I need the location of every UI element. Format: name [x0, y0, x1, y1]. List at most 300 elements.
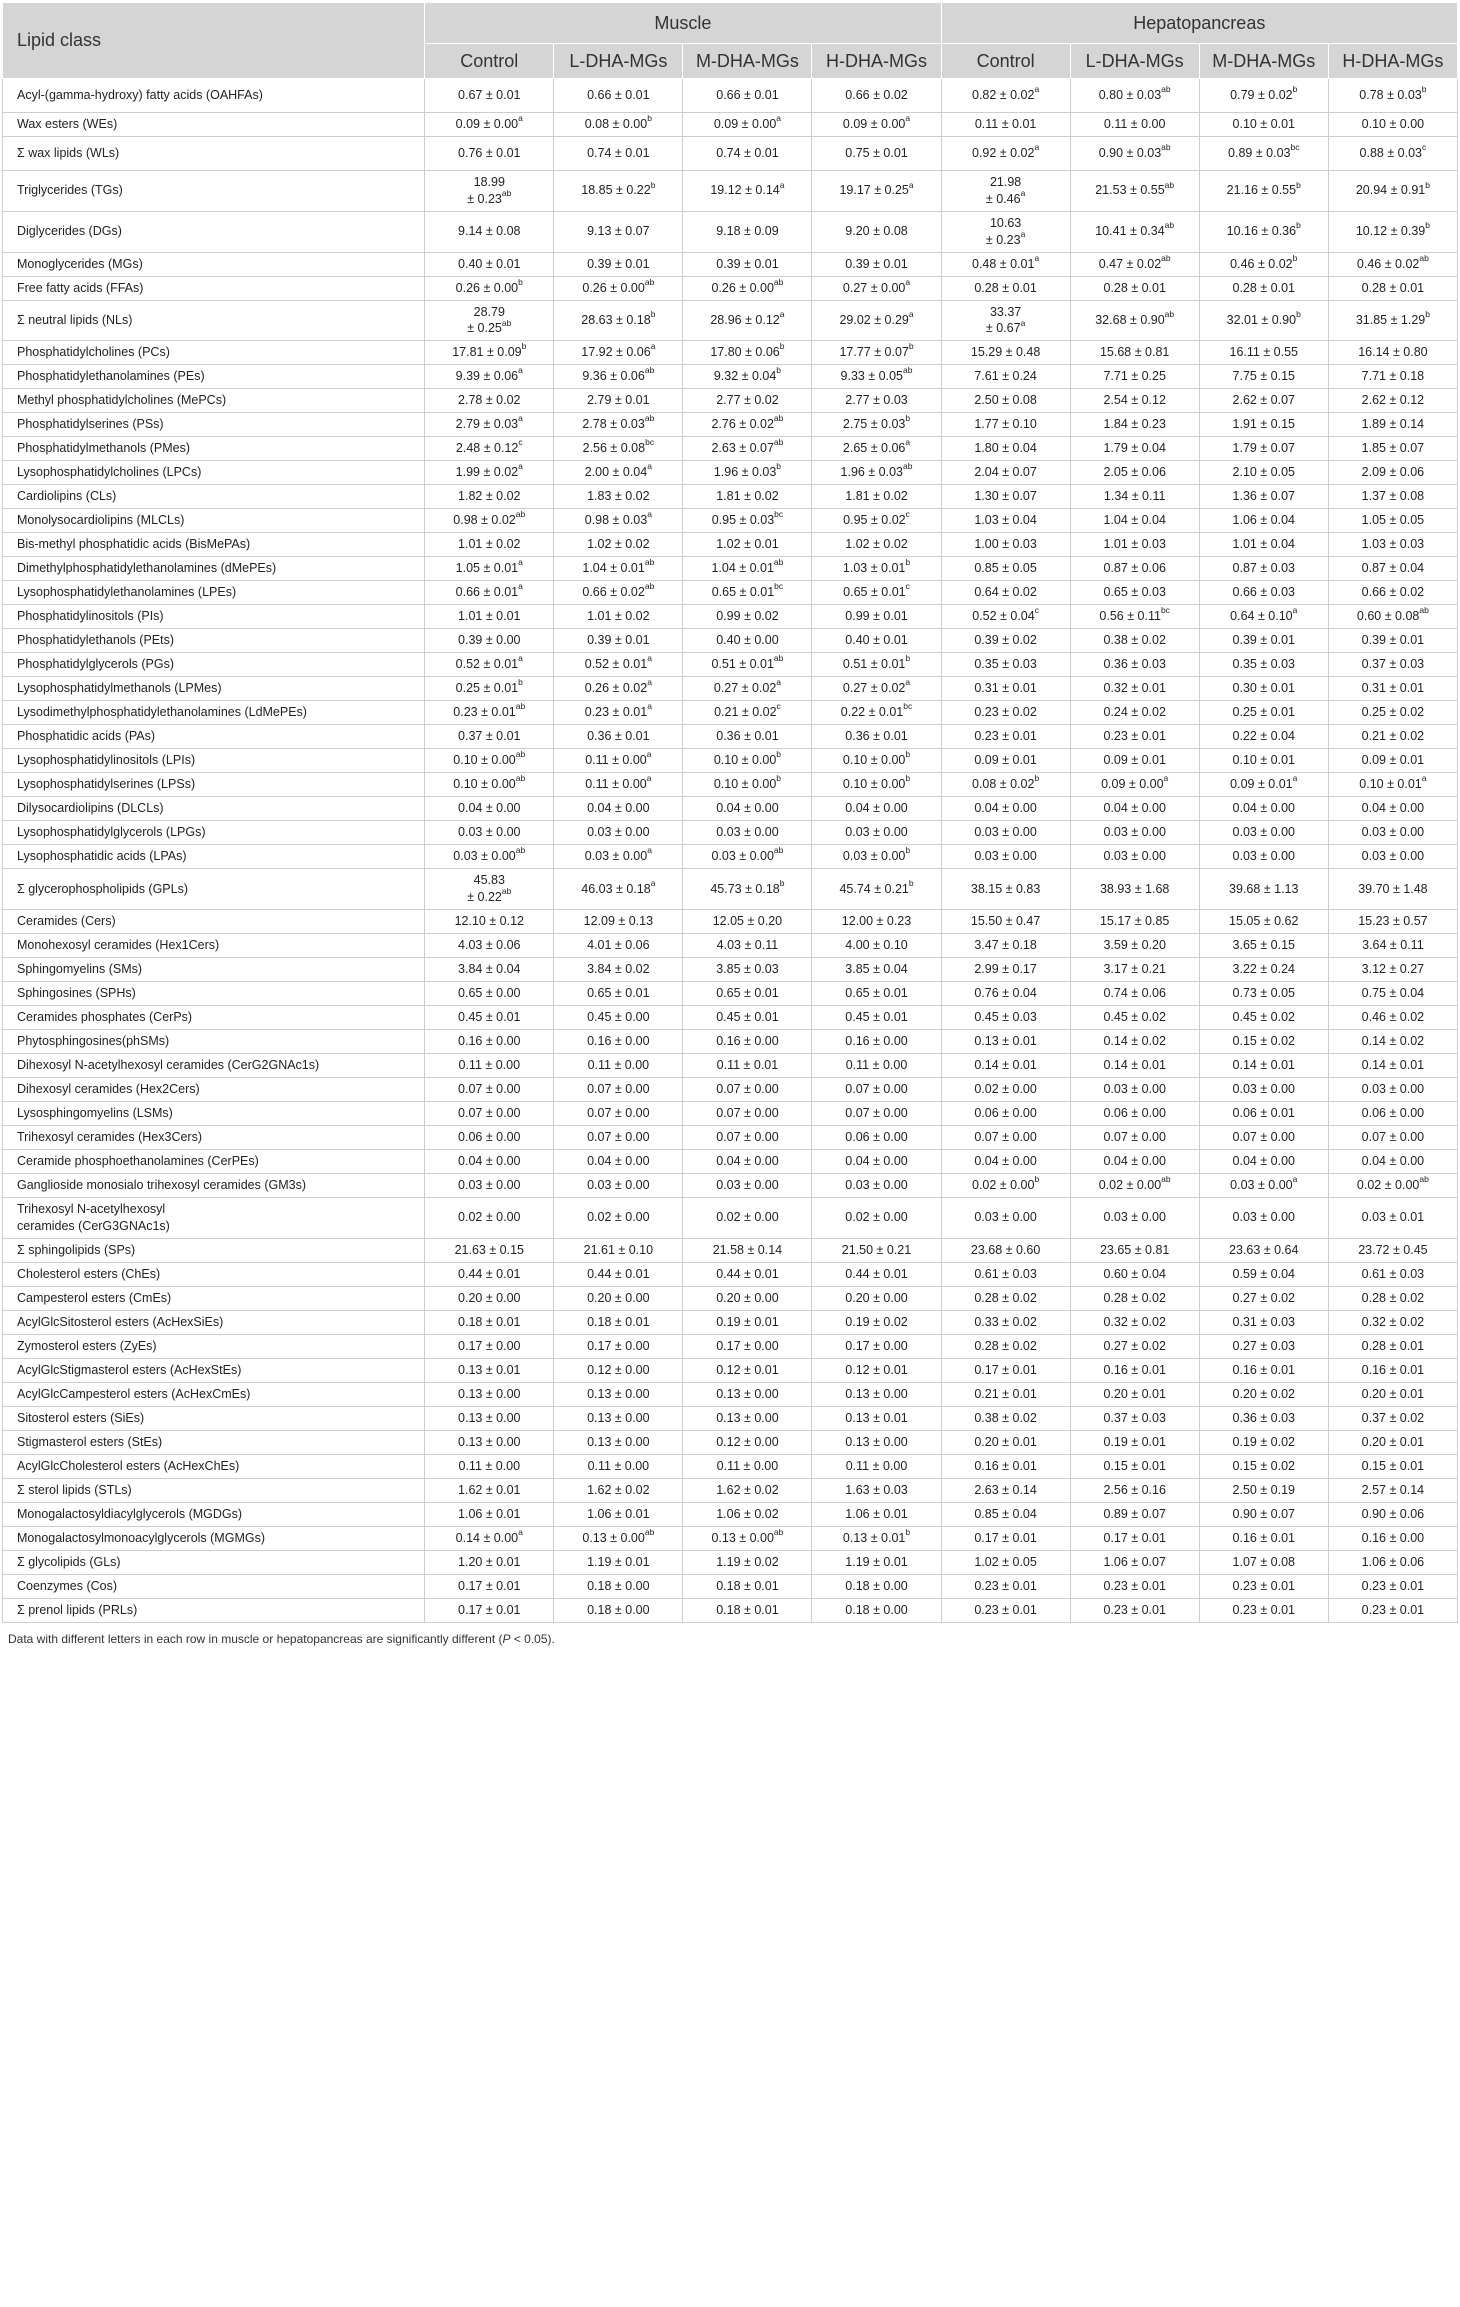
value-cell	[425, 797, 554, 821]
value-cell	[683, 1310, 812, 1334]
value-cell	[425, 137, 554, 171]
table-row	[3, 1574, 1458, 1598]
row-label-text: Ganglioside monosialo trihexosyl ceramides (GM3s)	[17, 1178, 307, 1193]
table-row	[3, 300, 1458, 341]
footnote	[2, 1623, 1458, 1646]
value-cell	[1328, 1174, 1457, 1198]
value-cell	[683, 982, 812, 1006]
value-text: 0.46 ± 0.02	[1361, 1010, 1425, 1025]
value-cell	[425, 341, 554, 365]
value-cell	[941, 509, 1070, 533]
value-cell	[683, 581, 812, 605]
value-text: 0.78 ± 0.03	[1359, 88, 1422, 103]
value-text: 0.11 ± 0.00	[716, 1458, 779, 1473]
value-cell	[1070, 1430, 1199, 1454]
value-cell	[1070, 1078, 1199, 1102]
value-cell	[941, 461, 1070, 485]
value-text: 1.04 ± 0.01	[711, 561, 774, 576]
value-cell	[812, 701, 941, 725]
value-cell	[425, 485, 554, 509]
value-text: 0.09 ± 0.01	[1361, 753, 1425, 768]
value-text: 0.13 ± 0.00	[587, 1410, 650, 1425]
value-cell	[812, 211, 941, 252]
value-text: 0.25 ± 0.01	[1232, 705, 1295, 720]
value-cell	[683, 605, 812, 629]
value-text: 19.17 ± 0.25	[839, 183, 909, 198]
value-text: 0.76 ± 0.01	[458, 146, 521, 161]
value-text: 0.27 ± 0.02	[842, 681, 906, 696]
value-cell	[812, 677, 941, 701]
value-text: 2.56 ± 0.16	[1103, 1482, 1166, 1497]
value-cell	[1070, 113, 1199, 137]
value-text: 0.07 ± 0.00	[587, 1130, 650, 1145]
value-cell	[1199, 581, 1328, 605]
value-text: 1.91 ± 0.15	[1232, 417, 1295, 432]
table-row	[3, 1126, 1458, 1150]
value-cell	[554, 341, 683, 365]
significance-letter: c	[1422, 142, 1427, 153]
value-text: 0.39 ± 0.01	[587, 633, 650, 648]
value-text: 0.10 ± 0.01	[1359, 777, 1422, 792]
value-text: 0.23 ± 0.01	[1361, 1578, 1425, 1593]
value-cell	[425, 461, 554, 485]
value-text: 0.46 ± 0.02	[1356, 256, 1420, 271]
row-label	[3, 1598, 425, 1622]
significance-letter: a	[650, 341, 656, 352]
value-text: 0.11 ± 0.01	[974, 117, 1037, 132]
significance-letter: a	[905, 437, 911, 448]
value-cell	[941, 437, 1070, 461]
value-cell	[425, 1430, 554, 1454]
value-cell	[941, 1102, 1070, 1126]
value-text: 0.02 ± 0.00	[458, 1210, 521, 1225]
value-cell	[1070, 341, 1199, 365]
row-label-text: Σ wax lipids (WLs)	[17, 146, 120, 161]
value-cell	[425, 1406, 554, 1430]
value-text: 0.28 ± 0.02	[974, 1338, 1037, 1353]
value-text: 0.03 ± 0.00	[453, 849, 516, 864]
value-cell	[554, 1310, 683, 1334]
value-cell	[1199, 982, 1328, 1006]
value-cell	[1328, 605, 1457, 629]
significance-letter: b	[1425, 220, 1430, 231]
row-label-text: Stigmasterol esters (StEs)	[17, 1434, 163, 1449]
row-label	[3, 1006, 425, 1030]
row-label	[3, 557, 425, 581]
value-text: 0.18 ± 0.01	[716, 1578, 779, 1593]
value-cell	[941, 1358, 1070, 1382]
value-text: 1.04 ± 0.04	[1103, 513, 1166, 528]
value-text: 10.16 ± 0.36	[1226, 224, 1297, 239]
value-text: 15.68 ± 0.81	[1099, 345, 1170, 360]
value-text: 1.77 ± 0.10	[974, 417, 1037, 432]
value-cell	[1199, 934, 1328, 958]
row-label	[3, 1262, 425, 1286]
value-text: 0.20 ± 0.01	[1361, 1386, 1425, 1401]
value-text: 0.09 ± 0.01	[974, 753, 1037, 768]
value-text: 0.02 ± 0.00	[1356, 1178, 1420, 1193]
value-cell	[812, 557, 941, 581]
value-cell	[554, 1030, 683, 1054]
significance-letter: ab	[773, 653, 784, 664]
value-cell	[554, 773, 683, 797]
value-cell	[1070, 1030, 1199, 1054]
value-cell	[1070, 1454, 1199, 1478]
value-text: 0.28 ± 0.02	[1103, 1290, 1166, 1305]
value-text: 0.03 ± 0.00	[1361, 825, 1425, 840]
value-text: 0.11 ± 0.00	[585, 777, 647, 792]
value-text: 9.18 ± 0.09	[716, 224, 779, 239]
value-text: 0.31 ± 0.03	[1232, 1314, 1295, 1329]
value-text: 21.98 ± 0.46	[985, 175, 1022, 206]
value-text: 0.04 ± 0.00	[974, 801, 1037, 816]
value-text: 2.50 ± 0.19	[1232, 1482, 1295, 1497]
value-text: 0.90 ± 0.03	[1098, 146, 1162, 161]
value-cell	[683, 252, 812, 276]
value-cell	[1070, 1358, 1199, 1382]
value-text: 0.16 ± 0.00	[845, 1034, 908, 1049]
value-text: 0.45 ± 0.01	[716, 1010, 779, 1025]
significance-letter: a	[647, 461, 652, 472]
value-text: 0.04 ± 0.00	[1361, 801, 1425, 816]
value-cell	[812, 653, 941, 677]
value-cell	[1328, 1198, 1457, 1239]
value-text: 0.27 ± 0.03	[1232, 1338, 1295, 1353]
row-label	[3, 1286, 425, 1310]
value-cell	[1199, 1174, 1328, 1198]
significance-letter: ab	[644, 276, 655, 287]
value-text: 0.12 ± 0.00	[587, 1362, 650, 1377]
value-cell	[1070, 1150, 1199, 1174]
significance-letter: b	[650, 309, 656, 320]
significance-letter: ab	[515, 749, 526, 760]
value-text: 0.03 ± 0.00	[1232, 849, 1295, 864]
value-cell	[1328, 413, 1457, 437]
value-text: 0.06 ± 0.00	[1361, 1106, 1425, 1121]
value-text: 0.03 ± 0.00	[842, 849, 906, 864]
value-text: 1.02 ± 0.02	[845, 537, 908, 552]
row-label	[3, 1126, 425, 1150]
significance-letter: b	[905, 845, 911, 856]
value-cell	[812, 389, 941, 413]
value-cell	[1199, 1430, 1328, 1454]
value-cell	[683, 79, 812, 113]
row-label	[3, 677, 425, 701]
value-text: 0.40 ± 0.01	[458, 256, 521, 271]
value-cell	[812, 1006, 941, 1030]
value-text: 0.03 ± 0.00	[587, 825, 650, 840]
value-cell	[1328, 821, 1457, 845]
value-cell	[683, 1406, 812, 1430]
value-text: 0.06 ± 0.00	[1103, 1106, 1166, 1121]
value-cell	[1199, 300, 1328, 341]
value-cell	[554, 1502, 683, 1526]
value-cell	[554, 1454, 683, 1478]
value-cell	[941, 485, 1070, 509]
value-cell	[425, 1006, 554, 1030]
value-cell	[683, 211, 812, 252]
value-text: 39.70 ± 1.48	[1358, 881, 1428, 896]
value-text: 0.03 ± 0.00	[1232, 1210, 1295, 1225]
value-text: 0.35 ± 0.03	[974, 657, 1037, 672]
header-muscle: Muscle	[425, 3, 941, 44]
value-cell	[1328, 1382, 1457, 1406]
value-cell	[425, 252, 554, 276]
value-text: 0.03 ± 0.00	[1230, 1178, 1293, 1193]
value-cell	[1199, 629, 1328, 653]
value-text: 0.17 ± 0.01	[458, 1602, 521, 1617]
value-cell	[683, 1030, 812, 1054]
value-cell	[1070, 171, 1199, 212]
value-text: 0.11 ± 0.00	[1103, 117, 1166, 132]
value-cell	[1070, 1334, 1199, 1358]
value-cell	[683, 485, 812, 509]
value-text: 0.06 ± 0.01	[1232, 1106, 1295, 1121]
value-cell	[1070, 485, 1199, 509]
significance-letter: ab	[773, 557, 784, 568]
value-cell	[683, 1006, 812, 1030]
significance-letter: ab	[773, 276, 784, 287]
value-cell	[812, 1334, 941, 1358]
value-text: 0.32 ± 0.02	[1103, 1314, 1166, 1329]
row-label-text: Phosphatidylcholines (PCs)	[17, 345, 170, 360]
value-cell	[1070, 725, 1199, 749]
row-label	[3, 1238, 425, 1262]
value-text: 0.14 ± 0.01	[1103, 1058, 1166, 1073]
row-label-text: Monogalactosyldiacylglycerols (MGDGs)	[17, 1506, 243, 1521]
value-cell	[1070, 437, 1199, 461]
value-text: 15.23 ± 0.57	[1358, 914, 1428, 929]
table-row	[3, 910, 1458, 934]
value-text: 1.81 ± 0.02	[845, 489, 908, 504]
value-cell	[812, 1054, 941, 1078]
value-cell	[554, 1126, 683, 1150]
table-row	[3, 341, 1458, 365]
row-label-text: Phosphatidylinositols (PIs)	[17, 609, 164, 624]
value-text: 0.06 ± 0.00	[845, 1130, 908, 1145]
value-text: 0.31 ± 0.01	[974, 681, 1037, 696]
significance-letter: a	[650, 877, 656, 888]
value-text: 7.71 ± 0.25	[1103, 369, 1166, 384]
row-label-text: Acyl-(gamma-hydroxy) fatty acids (OAHFAs)	[17, 88, 263, 103]
value-cell	[812, 749, 941, 773]
value-text: 0.04 ± 0.00	[716, 801, 779, 816]
value-cell	[554, 605, 683, 629]
value-text: 0.23 ± 0.02	[974, 705, 1037, 720]
value-text: 0.02 ± 0.00	[716, 1210, 779, 1225]
table-row	[3, 437, 1458, 461]
value-cell	[812, 629, 941, 653]
value-text: 0.36 ± 0.01	[716, 729, 779, 744]
value-cell	[1328, 1238, 1457, 1262]
significance-letter: a	[646, 773, 652, 784]
value-cell	[812, 773, 941, 797]
value-text: 0.73 ± 0.05	[1232, 986, 1295, 1001]
value-cell	[1070, 910, 1199, 934]
significance-letter: a	[779, 179, 785, 190]
value-text: 9.20 ± 0.08	[845, 224, 908, 239]
row-label	[3, 437, 425, 461]
row-label	[3, 1478, 425, 1502]
significance-letter: ab	[515, 773, 526, 784]
value-text: 0.12 ± 0.01	[845, 1362, 908, 1377]
value-cell	[554, 557, 683, 581]
header-lipid-class: Lipid class	[3, 3, 425, 79]
value-text: 0.16 ± 0.00	[1361, 1530, 1425, 1545]
value-cell	[941, 1574, 1070, 1598]
value-text: 0.17 ± 0.00	[587, 1338, 650, 1353]
value-text: 0.17 ± 0.01	[458, 1578, 521, 1593]
value-text: 18.99 ± 0.23	[467, 175, 505, 206]
value-cell	[1328, 910, 1457, 934]
value-cell	[683, 1502, 812, 1526]
row-label-text: Σ sphingolipids (SPs)	[17, 1242, 136, 1257]
value-cell	[1199, 653, 1328, 677]
value-cell	[1328, 797, 1457, 821]
value-text: 0.15 ± 0.01	[1361, 1458, 1425, 1473]
significance-letter: a	[647, 845, 652, 856]
value-text: 31.85 ± 1.29	[1355, 312, 1426, 327]
value-cell	[554, 845, 683, 869]
value-text: 21.61 ± 0.10	[583, 1242, 654, 1257]
significance-letter: b	[776, 749, 782, 760]
value-text: 10.41 ± 0.34	[1095, 224, 1165, 239]
value-text: 0.39 ± 0.01	[1232, 633, 1295, 648]
value-text: 0.39 ± 0.00	[458, 633, 521, 648]
value-text: 0.38 ± 0.02	[1103, 633, 1166, 648]
significance-letter: ab	[773, 1526, 784, 1537]
value-cell	[425, 1126, 554, 1150]
value-text: 0.25 ± 0.02	[1361, 705, 1425, 720]
value-text: 0.64 ± 0.02	[974, 585, 1037, 600]
value-cell	[941, 252, 1070, 276]
value-text: 0.44 ± 0.01	[716, 1266, 779, 1281]
value-cell	[683, 845, 812, 869]
value-cell	[812, 461, 941, 485]
value-cell	[1199, 1286, 1328, 1310]
row-label	[3, 413, 425, 437]
value-text: 0.18 ± 0.01	[587, 1314, 650, 1329]
value-text: 0.74 ± 0.06	[1103, 986, 1166, 1001]
value-text: 0.03 ± 0.00	[845, 825, 908, 840]
value-text: 0.23 ± 0.01	[584, 705, 648, 720]
row-label	[3, 1078, 425, 1102]
value-cell	[1328, 1454, 1457, 1478]
significance-letter: ab	[1161, 252, 1171, 263]
value-cell	[554, 509, 683, 533]
table-row	[3, 1430, 1458, 1454]
value-cell	[1199, 845, 1328, 869]
value-text: 9.36 ± 0.06	[582, 369, 645, 384]
value-cell	[683, 773, 812, 797]
row-label-text: Phosphatidylethanolamines (PEs)	[17, 369, 205, 384]
significance-letter: ab	[644, 1526, 655, 1537]
value-cell	[812, 509, 941, 533]
value-cell	[1070, 1102, 1199, 1126]
table-row	[3, 365, 1458, 389]
value-text: 1.30 ± 0.07	[974, 489, 1037, 504]
value-cell	[554, 749, 683, 773]
value-cell	[1199, 797, 1328, 821]
value-text: 0.36 ± 0.03	[1103, 657, 1166, 672]
value-cell	[812, 1382, 941, 1406]
value-text: 0.85 ± 0.05	[974, 561, 1037, 576]
value-text: 7.71 ± 0.18	[1361, 369, 1425, 384]
row-label	[3, 982, 425, 1006]
row-label	[3, 749, 425, 773]
value-cell	[554, 982, 683, 1006]
significance-letter: b	[905, 749, 911, 760]
significance-letter: c	[905, 509, 910, 520]
value-text: 0.07 ± 0.00	[716, 1082, 779, 1097]
value-text: 0.26 ± 0.00	[582, 280, 645, 295]
value-cell	[1199, 252, 1328, 276]
significance-letter: a	[518, 581, 523, 592]
value-text: 0.74 ± 0.01	[587, 146, 650, 161]
table-row	[3, 276, 1458, 300]
row-label-text: Phosphatidylethanols (PEts)	[17, 633, 175, 648]
value-text: 0.95 ± 0.02	[843, 513, 906, 528]
value-cell	[425, 1478, 554, 1502]
table-container	[2, 2, 1458, 1646]
value-text: 0.99 ± 0.01	[845, 609, 908, 624]
significance-letter: b	[1296, 179, 1301, 190]
value-text: 2.54 ± 0.12	[1103, 393, 1166, 408]
significance-letter: ab	[1161, 84, 1171, 95]
value-cell	[1070, 1262, 1199, 1286]
value-text: 15.05 ± 0.62	[1229, 914, 1299, 929]
value-text: 38.15 ± 0.83	[970, 881, 1041, 896]
value-text: 0.14 ± 0.01	[1232, 1058, 1295, 1073]
value-cell	[1070, 461, 1199, 485]
value-text: 1.06 ± 0.02	[716, 1506, 779, 1521]
value-cell	[554, 1550, 683, 1574]
significance-letter: ab	[903, 461, 913, 472]
table-row	[3, 79, 1458, 113]
significance-letter: a	[1292, 1174, 1298, 1185]
row-label	[3, 773, 425, 797]
value-text: 0.04 ± 0.00	[1232, 801, 1295, 816]
value-text: 1.79 ± 0.04	[1103, 441, 1166, 456]
value-cell	[554, 1262, 683, 1286]
value-cell	[941, 211, 1070, 252]
table-row	[3, 605, 1458, 629]
value-text: 0.66 ± 0.02	[1361, 585, 1425, 600]
value-text: 9.13 ± 0.07	[587, 224, 650, 239]
value-text: 0.15 ± 0.02	[1232, 1458, 1295, 1473]
value-cell	[941, 581, 1070, 605]
value-cell	[683, 1150, 812, 1174]
value-cell	[1199, 910, 1328, 934]
value-cell	[554, 1102, 683, 1126]
significance-letter: b	[650, 179, 656, 190]
value-cell	[1199, 605, 1328, 629]
value-text: 0.10 ± 0.00	[1361, 117, 1425, 132]
value-cell	[554, 79, 683, 113]
value-cell	[1328, 1078, 1457, 1102]
significance-letter: a	[647, 677, 652, 688]
table-row	[3, 677, 1458, 701]
value-cell	[425, 533, 554, 557]
significance-letter: ab	[773, 413, 784, 424]
value-cell	[1070, 821, 1199, 845]
value-text: 0.26 ± 0.02	[584, 681, 648, 696]
value-text: 0.03 ± 0.00	[1361, 849, 1425, 864]
row-label	[3, 605, 425, 629]
value-cell	[941, 1286, 1070, 1310]
value-text: 0.03 ± 0.01	[1361, 1210, 1425, 1225]
significance-letter: b	[1425, 179, 1430, 190]
